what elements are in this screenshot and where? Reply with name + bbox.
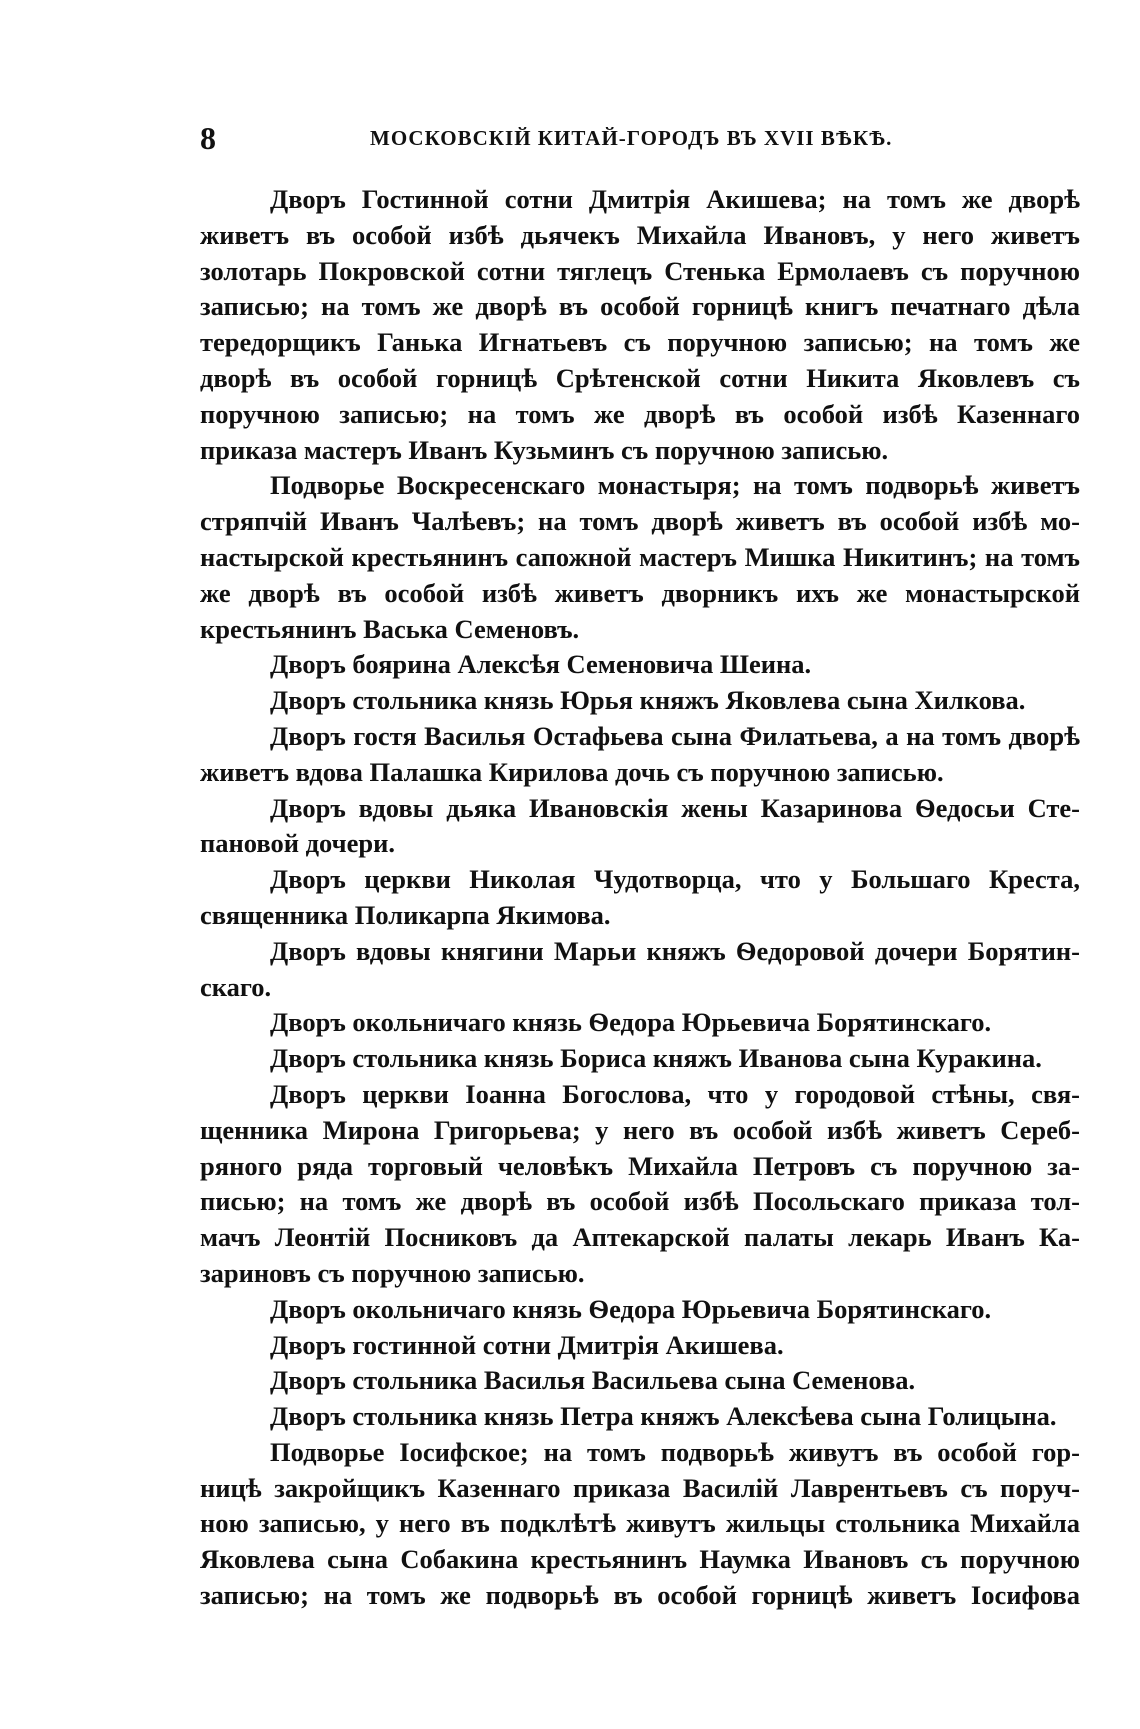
- text-line: дворѣ въ особой горницѣ Срѣтенской сотни Никита Яковлевъ съ: [200, 362, 1080, 393]
- text-body: [200, 182, 1080, 1614]
- text-line: золотарь Покровской сотни тяглецъ Стенька Ермолаевъ съ поручною: [200, 255, 1080, 286]
- running-title: МОСКОВСКІЙ КИТАЙ-ГОРОДЪ ВЪ XVII ВѢКѢ.: [370, 126, 893, 150]
- text-line: ною записью, у него въ подклѣтѣ живутъ жильцы стольника Михайла: [200, 1508, 1080, 1539]
- text-line: Дворъ церкви Николая Чудотворца, что у Большаго Креста,: [270, 864, 1080, 895]
- page-number: 8: [200, 120, 216, 156]
- text-line: Подворье Іосифское; на томъ подворьѣ живутъ въ особой гор-: [270, 1436, 1080, 1467]
- text-line: живетъ въ особой избѣ дьячекъ Михайла Ивановъ, у него живетъ: [200, 219, 1080, 250]
- text-line: записью; на томъ же дворѣ въ особой горницѣ книгъ печатнаго дѣла: [200, 291, 1080, 322]
- text-line: ряного ряда торговый человѣкъ Михайла Петровъ съ поручною за-: [200, 1150, 1080, 1181]
- text-line: Дворъ стольника князь Юрья княжъ Яковлева сына Хилкова.: [270, 685, 1026, 716]
- text-line: зариновъ съ поручною записью.: [200, 1257, 585, 1288]
- text-line: Дворъ боярина Алексѣя Семеновича Шеина.: [270, 649, 812, 680]
- text-line: Дворъ стольника Василья Васильева сына Семенова.: [270, 1365, 916, 1396]
- text-line: Дворъ вдовы дьяка Ивановскія жены Казаринова Ѳедосьи Сте-: [270, 792, 1080, 823]
- text-line: приказа мастеръ Иванъ Кузьминъ съ поручною записью.: [200, 434, 889, 465]
- text-line: же дворѣ въ особой избѣ живетъ дворникъ ихъ же монастырской: [200, 577, 1080, 608]
- text-line: Подворье Воскресенскаго монастыря; на томъ подворьѣ живетъ: [270, 470, 1080, 501]
- text-line: священника Поликарпа Якимова.: [200, 899, 611, 930]
- text-line: щенника Мирона Григорьева; у него въ особой избѣ живетъ Сереб-: [200, 1114, 1080, 1145]
- text-line: поручною записью; на томъ же дворѣ въ особой избѣ Казеннаго: [200, 398, 1080, 429]
- text-line: Дворъ гостинной сотни Дмитрія Акишева.: [270, 1329, 784, 1360]
- page-header: [200, 118, 1080, 158]
- text-line: Дворъ окольничаго князь Ѳедора Юрьевича Борятинскаго.: [270, 1007, 992, 1038]
- text-line: Дворъ окольничаго князь Ѳедора Юрьевича Борятинскаго.: [270, 1293, 992, 1324]
- text-line: скаго.: [200, 971, 272, 1002]
- text-line: пановой дочери.: [200, 828, 395, 859]
- text-line: ницѣ закройщикъ Казеннаго приказа Василій Лаврентьевъ съ поруч-: [200, 1472, 1080, 1503]
- text-line: Дворъ Гостинной сотни Дмитрія Акишева; на томъ же дворѣ: [270, 184, 1080, 214]
- text-line: стряпчій Иванъ Чалѣевъ; на томъ дворѣ живетъ въ особой избѣ мо-: [200, 506, 1080, 537]
- text-line: Дворъ стольника князь Петра княжъ Алексѣева сына Голицына.: [270, 1401, 1057, 1432]
- text-line: записью; на томъ же подворьѣ въ особой горницѣ живетъ Іосифова: [200, 1580, 1080, 1611]
- text-line: Дворъ церкви Іоанна Богослова, что у городовой стѣны, свя-: [270, 1078, 1080, 1109]
- text-line: крестьянинъ Васька Семеновъ.: [200, 613, 580, 644]
- text-line: мачъ Леонтій Посниковъ да Аптекарской палаты лекарь Иванъ Ка-: [200, 1222, 1080, 1253]
- text-line: Яковлева сына Собакина крестьянинъ Наумка Ивановъ съ поручною: [200, 1544, 1080, 1575]
- text-line: Дворъ вдовы княгини Марьи княжъ Ѳедоровой дочери Борятин-: [270, 935, 1080, 966]
- text-line: писью; на томъ же дворѣ въ особой избѣ Посольскаго приказа тол-: [200, 1186, 1080, 1217]
- text-line: тередорщикъ Ганька Игнатьевъ съ поручною записью; на томъ же: [200, 327, 1080, 358]
- text-line: настырской крестьянинъ сапожной мастеръ Мишка Никитинъ; на томъ: [200, 541, 1080, 572]
- text-line: Дворъ стольника князь Бориса княжъ Иванова сына Куракина.: [270, 1043, 1042, 1074]
- text-line: живетъ вдова Палашка Кирилова дочь съ поручною записью.: [200, 756, 944, 787]
- text-line: Дворъ гостя Василья Остафьева сына Филатьева, а на томъ дворѣ: [270, 720, 1080, 751]
